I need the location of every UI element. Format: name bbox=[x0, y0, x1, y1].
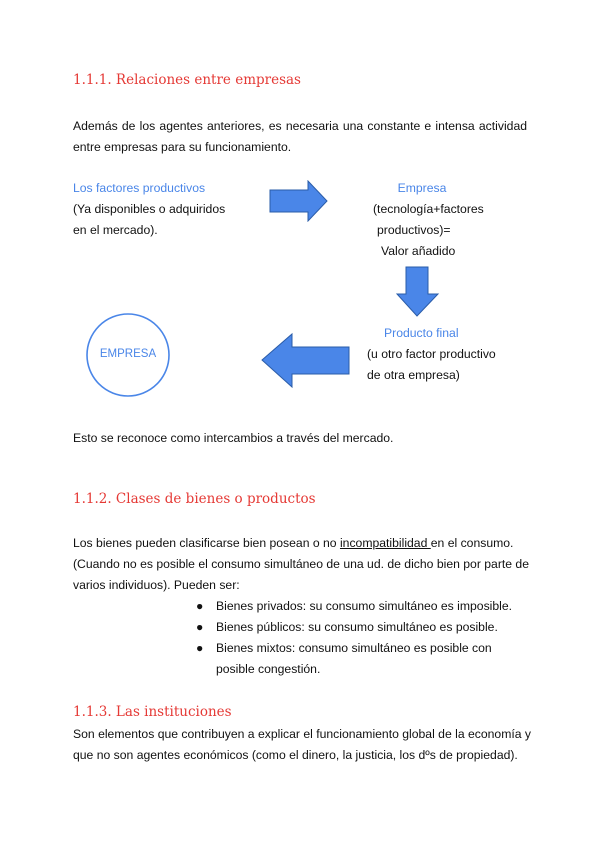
product-text: (u otro factor productivo bbox=[367, 347, 496, 361]
empresa-title: Empresa bbox=[397, 181, 447, 195]
bullet-icon: ● bbox=[196, 620, 204, 634]
paragraph-text: en el consumo. bbox=[430, 536, 514, 550]
list-item-text: Bienes públicos: su consumo simultáneo es posible. bbox=[216, 620, 498, 634]
empresa-text: (tecnología+factores bbox=[373, 202, 484, 216]
bullet-icon: ● bbox=[196, 641, 204, 655]
section-heading-instituciones: 1.1.3. Las instituciones bbox=[73, 704, 232, 720]
paragraph-line bbox=[73, 533, 513, 554]
empresa-text: productivos)= bbox=[377, 223, 451, 237]
factors-text: en el mercado). bbox=[73, 223, 158, 237]
factors-text: (Ya disponibles o adquiridos bbox=[73, 202, 226, 216]
list-item-text: Bienes privados: su consumo simultáneo es imposible. bbox=[216, 599, 513, 613]
paragraph-line: que no son agentes económicos (como el dinero, la justicia, los dºs de propiedad). bbox=[73, 748, 518, 762]
list-item bbox=[196, 617, 498, 638]
bullet-icon: ● bbox=[196, 599, 204, 613]
arrow-left-icon bbox=[260, 332, 352, 390]
arrow-right-icon bbox=[268, 180, 330, 222]
underlined-term: incompatibilidad bbox=[339, 536, 431, 550]
list-item-continuation: posible congestión. bbox=[216, 662, 321, 676]
paragraph-line: Además de los agentes anteriores, es necesaria una constante e intensa actividad bbox=[73, 119, 527, 133]
paragraph-line: (Cuando no es posible el consumo simultáneo de una ud. de dicho bien por parte de bbox=[73, 557, 529, 571]
list-item-text: Bienes mixtos: consumo simultáneo es posible con bbox=[216, 641, 492, 655]
factors-title: Los factores productivos bbox=[73, 181, 206, 195]
section-heading-relaciones: 1.1.1. Relaciones entre empresas bbox=[73, 72, 301, 88]
paragraph-line: entre empresas para su funcionamiento. bbox=[73, 140, 292, 154]
arrow-down-icon bbox=[396, 266, 440, 318]
list-item bbox=[196, 596, 512, 617]
list-item bbox=[196, 638, 492, 659]
circle-label: EMPRESA bbox=[99, 348, 157, 360]
paragraph-text: Los bienes pueden clasificarse bien posean o no bbox=[73, 536, 340, 550]
paragraph-line: Son elementos que contribuyen a explicar el funcionamiento global de la economía y bbox=[73, 727, 531, 741]
section-heading-clases: 1.1.2. Clases de bienes o productos bbox=[73, 491, 316, 507]
empresa-text: Valor añadido bbox=[381, 244, 456, 258]
paragraph-line: varios individuos). Pueden ser: bbox=[73, 578, 240, 592]
product-title: Producto final bbox=[384, 326, 459, 340]
product-text: de otra empresa) bbox=[367, 368, 460, 382]
closing-text: Esto se reconoce como intercambios a través del mercado. bbox=[73, 431, 394, 445]
